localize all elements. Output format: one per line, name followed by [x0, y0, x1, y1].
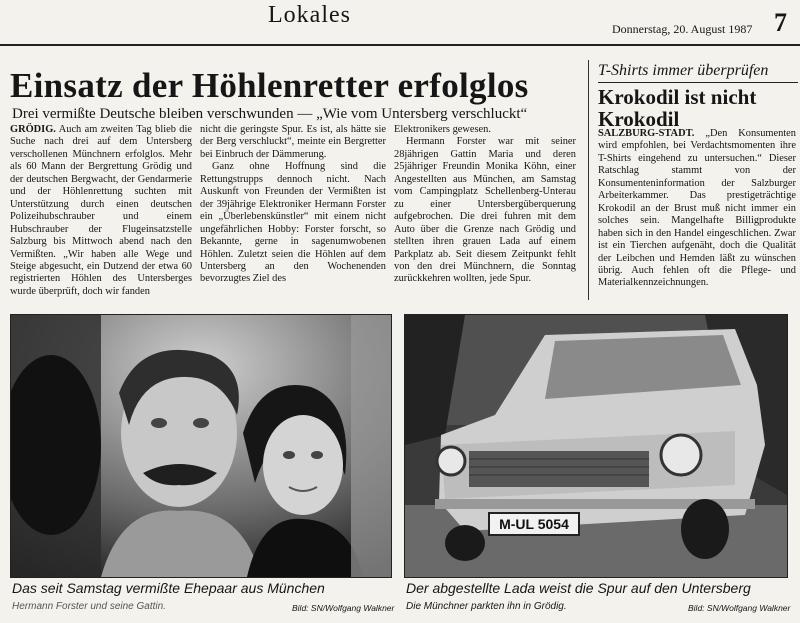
- column-1-text: Auch am zweiten Tag blieb die Suche nach drei auf dem Untersberg verschollenen Münchnern erfolglos. Mehr als 60 Mann der Bergrettung Grödig und der deutschen Bergwacht, der Gendarmerie und der Höhlenrettung suchten mit Unterstützung durch einen deutschen Polizeihubschrauber und einem Hubschrauber der Flugeinsatzstelle Salzburg bis Mittwoch abend nach den Vermißten. „Wir haben alle Wege und Steige abgesucht, ein Dutzend der etwa 60 registrierten Höhlen des Untersberges wurde überprüft, doch wir fanden: [10, 124, 192, 297]
- photo-lada-car: [404, 314, 788, 578]
- column-2-paragraph-1: nicht die geringste Spur. Es ist, als hätte sie der Berg verschluckt“, meinte ein Bergretter bei Einbruch der Dämmerung.: [200, 124, 386, 160]
- photo-right-subcaption: Die Münchner parkten ihn in Grödig.: [406, 601, 567, 612]
- car-photo-graphic: [405, 315, 787, 577]
- photo-right-caption: Der abgestellte Lada weist die Spur auf den Untersberg: [406, 580, 751, 596]
- photo-left-caption: Das seit Samstag vermißte Ehepaar aus München: [12, 580, 325, 596]
- article-column-2: [200, 124, 386, 286]
- header-rule: [0, 44, 800, 46]
- side-kicker: T-Shirts immer überprüfen: [598, 62, 798, 83]
- photo-left-subcaption: Hermann Forster und seine Gattin.: [12, 601, 166, 612]
- column-divider: [588, 60, 589, 300]
- column-3-paragraph-2: Hermann Forster war mit seiner 28jährigen Gattin Maria und deren 25jähriger Freundin Monika Köhn, einer Angestellten aus München, am Samstag vom Campingplatz Schellenberg-Unterau zu einer Untersbergüberquerung aufgebrochen. Die drei fuhren mit dem Auto über die Grenze nach Grödig und stellten ihren grauen Lada auf einem Parkplatz ab. Seit diesem Zeitpunkt fehlt von den drei Münchnern, die Sonntag zurückkehren wollten, jede Spur.: [394, 136, 576, 285]
- photo-right-credit: Bild: SN/Wolfgang Walkner: [688, 603, 791, 613]
- article-dateline: GRÖDIG.: [10, 124, 56, 135]
- section-title: Lokales: [268, 2, 351, 28]
- article-column-1: [10, 124, 192, 298]
- column-3-paragraph-1: Elektronikers gewesen.: [394, 124, 491, 135]
- photo-left-credit: Bild: SN/Wolfgang Walkner: [292, 603, 395, 613]
- side-body-text: „Den Konsumenten wird empfohlen, bei Verdachtsmomenten ihre T-Shirts eingehend zu untersuchen.“ Dieser Ratschlag stammt von der Konsumenteninformation der Salzburger Arbeiterkammer. Das prestigeträchtige Krokodil an der Brust muß nicht immer ein solches sein. Mangelhafte Billigprodukte haben sich in den Handel eingeschlichen. Zwar ist ein Tierchen aufgenäht, doch die Qualität der Leibchen und Hemden läßt zu wünschen übrig. Auch fehlen oft die Pflege- und Materialkennzeichnungen.: [598, 128, 796, 289]
- page-number: 7: [774, 8, 787, 37]
- issue-date: Donnerstag, 20. August 1987: [612, 22, 753, 36]
- license-plate: M-UL 5054: [499, 516, 569, 532]
- main-subheadline: Drei vermißte Deutsche bleiben verschwunden — „Wie vom Untersberg verschluckt“: [12, 106, 528, 122]
- side-dateline: SALZBURG-STADT.: [598, 128, 695, 139]
- photo-couple: [10, 314, 392, 578]
- article-column-3: [394, 124, 576, 286]
- side-article-body: [598, 128, 796, 290]
- side-headline: Krokodil ist nicht Krokodil: [598, 85, 757, 131]
- column-2-paragraph-2: Ganz ohne Hoffnung sind die Rettungstrupps dennoch nicht. Nach Auskunft von Freunden der Vermißten ist der 39jährige Elektroniker Hermann Forster ein „Überlebenskünstler“ mit einem nicht ungefährlichen Hobby: Forster forscht, so Bekannte, gerne in sagenumwobenen Höhlen. Zuletzt seien die Höhlen auf dem Untersberg an den Wochenenden bevorzugtes Ziel des: [200, 161, 386, 285]
- couple-photo-graphic: [11, 315, 391, 577]
- main-headline: Einsatz der Höhlenretter erfolglos: [10, 66, 529, 105]
